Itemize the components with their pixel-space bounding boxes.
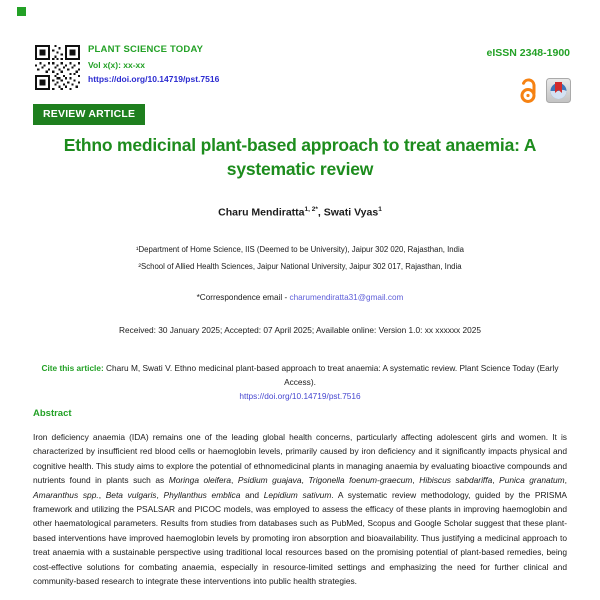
volume-info: Vol x(x): xx-xx bbox=[88, 59, 146, 70]
open-access-icon bbox=[518, 77, 539, 104]
cite-doi-link[interactable]: https://doi.org/10.14719/pst.7516 bbox=[239, 391, 361, 401]
abstract-paragraph: Iron deficiency anaemia (IDA) remains one of the leading global health concerns, particularly affecting adolescent girls and women. It is characterized by insufficient red blood cells or haemoglobin levels, primarily caused by iron deficiency and it significantly impacts physical and cognitive health. This study aims to explore the potential of ethnomedicinal plants in managing anaemia by evaluating bioactive compounds and nutrients found in plants such as Moringa oleifera, Psidium guajava, Trigonella foenum-graecum, Hibiscus sabdariffa, Punica granatum, Amaranthus spp., Beta vulgaris, Phyllanthus emblica and Lepidium sativum. A systematic review methodology, guided by the PRISMA framework and utilizing the PSALSAR and PICOC models, was employed to assess the efficacy of these plants in improving haemoglobin and other haematological parameters. Results from studies from databases such as PubMed, Scopus and Google Scholar suggest that these plant-based interventions have improved haemoglobin levels by promoting iron absorption and bioavailability. Thus justifying a medicinal approach to treat anaemia with a sustainable perspective using traditional local resources based on the promising potential of plant-based remedies, being cost-effective solutions for combating anaemia, especially in resource-limited settings and emphasizing the need for further clinical and community-based research to integrate these interventions into public health strategies. bbox=[33, 432, 568, 587]
article-type-badge: REVIEW ARTICLE bbox=[33, 104, 145, 125]
correspondence-line bbox=[0, 293, 600, 302]
journal-info bbox=[88, 43, 219, 87]
cite-label: Cite this article: bbox=[41, 363, 104, 373]
abstract-heading: Abstract bbox=[33, 408, 72, 419]
affiliation-2: ²School of Allied Health Sciences, Jaipur National University, Jaipur 302 017, Rajasthan, India bbox=[138, 262, 462, 271]
correspondence-email-link[interactable]: charumendiratta31@gmail.com bbox=[289, 293, 404, 302]
qr-code-icon bbox=[35, 42, 80, 93]
cite-text: Charu M, Swati V. Ethno medicinal plant-based approach to treat anaemia: A systematic review. Plant Science Today (Early Access). bbox=[103, 363, 559, 387]
header-icons bbox=[518, 77, 571, 104]
affiliation-1: ¹Department of Home Science, IIS (Deemed to be University), Jaipur 302 020, Rajasthan, India bbox=[135, 245, 465, 254]
citation-block bbox=[33, 361, 567, 403]
affiliations bbox=[0, 241, 600, 275]
corner-marker bbox=[17, 7, 26, 16]
doi-link[interactable]: https://doi.org/10.14719/pst.7516 bbox=[88, 74, 220, 84]
article-dates: Received: 30 January 2025; Accepted: 07 April 2025; Available online: Version 1.0: xx xxxxxx 2025 bbox=[119, 325, 481, 335]
crossmark-icon[interactable] bbox=[546, 78, 571, 103]
article-title: Ethno medicinal plant-based approach to treat anaemia: A systematic review bbox=[63, 135, 537, 179]
authors-line: Charu Mendiratta$^{1, 2*}$, Swati Vyas$^1$ bbox=[218, 206, 382, 219]
eissn-label: eISSN 2348-1900 bbox=[486, 47, 570, 59]
journal-name: PLANT SCIENCE TODAY bbox=[88, 44, 204, 55]
correspondence-label: *Correspondence email - bbox=[196, 293, 290, 302]
